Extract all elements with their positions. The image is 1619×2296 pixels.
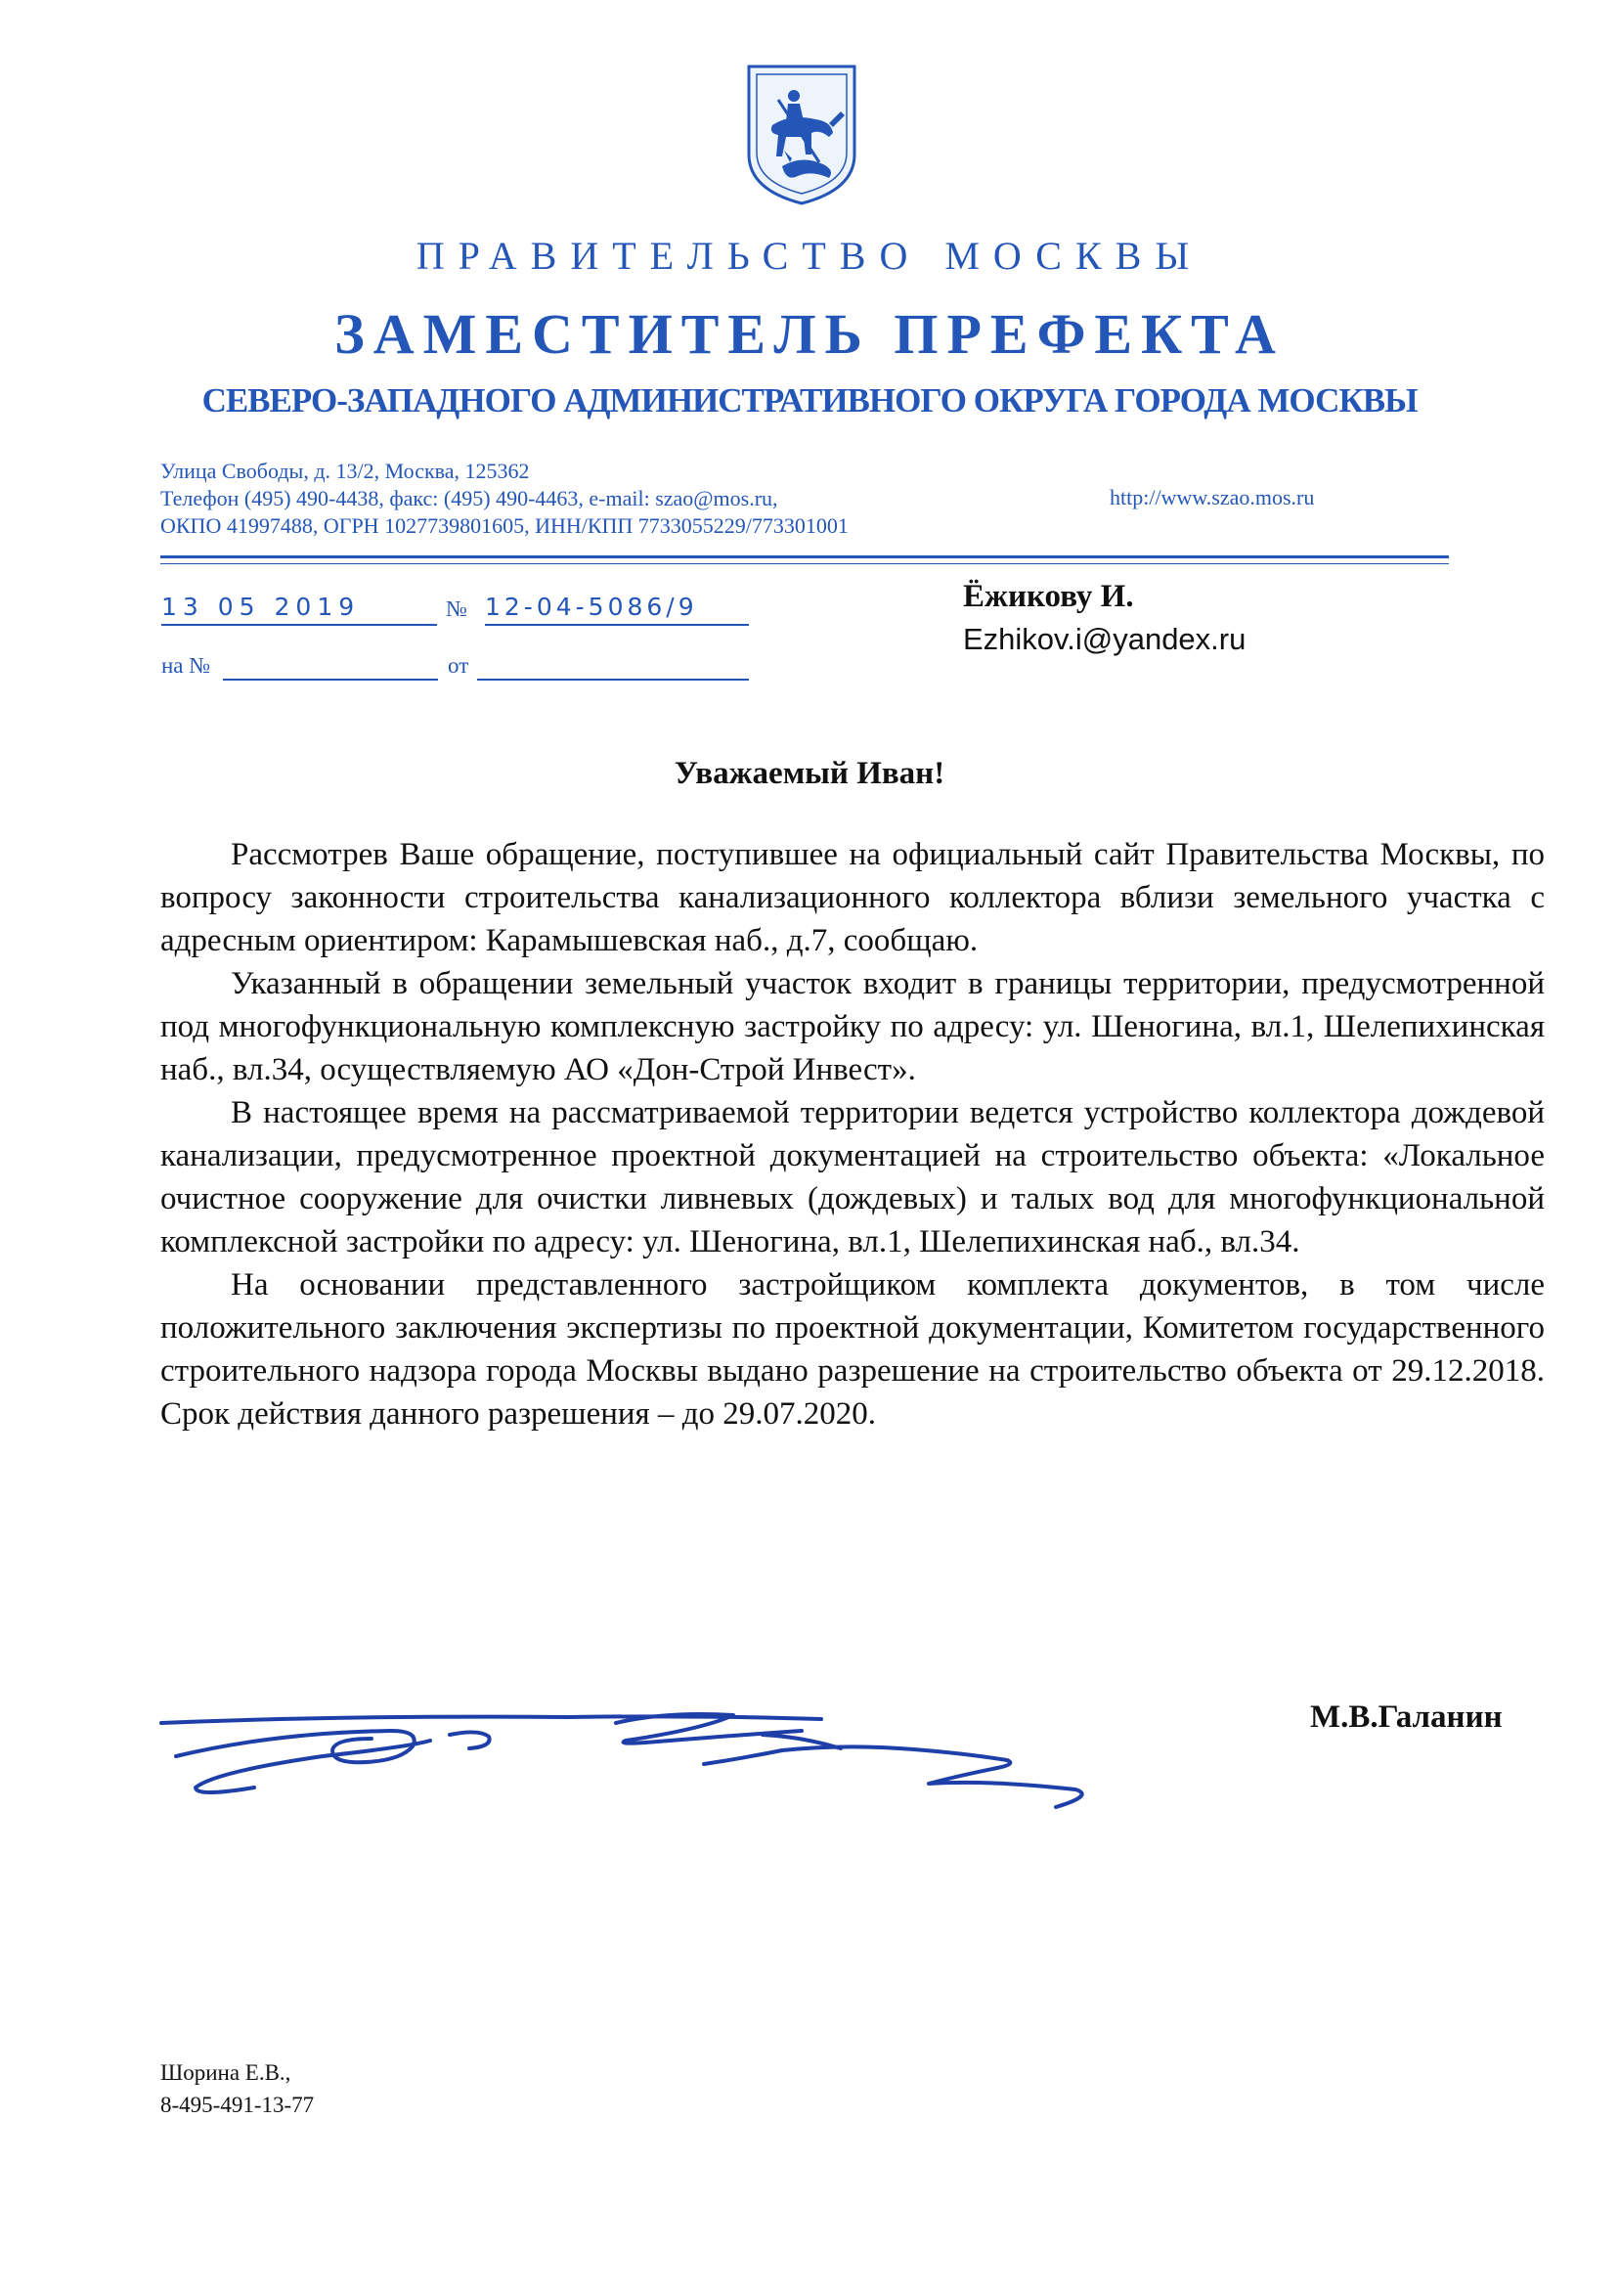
addressee-name: Ёжикову И.	[963, 579, 1134, 614]
handwritten-signature	[156, 1701, 1193, 1868]
contact-block	[160, 458, 849, 540]
executor-phone: 8-495-491-13-77	[160, 2093, 315, 2117]
executor-name: Шорина Е.В.,	[160, 2060, 291, 2085]
paragraph: На основании представленного застройщиком комплекта документов, в том числе положительного заключения экспертизы по проектной документации, Комитетом государственного строительного надзора города Москвы выдано разрешение на строительство объекта от 29.12.2018. Срок действия данного разрешения – до 29.07.2020.	[160, 1267, 1545, 1432]
registration-date: 13 05 2019	[161, 593, 437, 626]
paragraph: Указанный в обращении земельный участок входит в границы территории, предусмотренной под многофункциональную комплексную застройку по адресу: ул. Шеногина, вл.1, Шелепихинская наб., вл.34, осуществляемую АО «Дон-Строй Инвест».	[160, 966, 1545, 1087]
reference-number-blank	[223, 679, 438, 681]
reference-number-label: на №	[161, 653, 211, 678]
registration-number: 12-04-5086/9	[485, 593, 749, 626]
paragraph: В настоящее время на рассматриваемой территории ведется устройство коллектора дождевой канализации, предусмотренное проектной документацией на строительство объекта: «Локальное очистное сооружение для очистки ливневых (дождевых) и талых вод для многофункциональной комплексной застройки по адресу: ул. Шеногина, вл.1, Шелепихинская наб., вл.34.	[160, 1095, 1545, 1259]
registration-number-label: №	[446, 596, 467, 621]
office-title: ЗАМЕСТИТЕЛЬ ПРЕФЕКТА	[334, 302, 1285, 366]
signer-name: М.В.Галанин	[1310, 1700, 1503, 1735]
reference-date-label: от	[448, 653, 469, 678]
paragraph: Рассмотрев Ваше обращение, поступившее на официальный сайт Правительства Москвы, по вопросу законности строительства канализационного коллектора вблизи земельного участка с адресным ориентиром: Карамышевская наб., д.7, сообщаю.	[160, 837, 1545, 958]
address-line: Улица Свободы, д. 13/2, Москва, 125362	[160, 459, 530, 483]
executor-block	[160, 2056, 314, 2121]
website-link[interactable]: http://www.szao.mos.ru	[1110, 485, 1315, 509]
reference-date-blank	[477, 679, 749, 681]
moscow-coat-of-arms-icon	[743, 61, 860, 207]
phones-line: Телефон (495) 490-4438, факс: (495) 490-4463, e-mail: szao@mos.ru,	[160, 486, 778, 510]
letter-body	[160, 833, 1545, 1435]
codes-line: ОКПО 41997488, ОГРН 1027739801605, ИНН/КПП 7733055229/773301001	[160, 513, 849, 538]
salutation: Уважаемый Иван!	[674, 756, 945, 791]
addressee-email: Ezhikov.i@yandex.ru	[963, 622, 1247, 656]
district-title: СЕВЕРО-ЗАПАДНОГО АДМИНИСТРАТИВНОГО ОКРУГА ГОРОДА МОСКВЫ	[201, 381, 1418, 419]
government-title: ПРАВИТЕЛЬСТВО МОСКВЫ	[416, 234, 1203, 278]
header-rule-thick	[160, 555, 1449, 558]
header-rule-thin	[160, 563, 1449, 564]
